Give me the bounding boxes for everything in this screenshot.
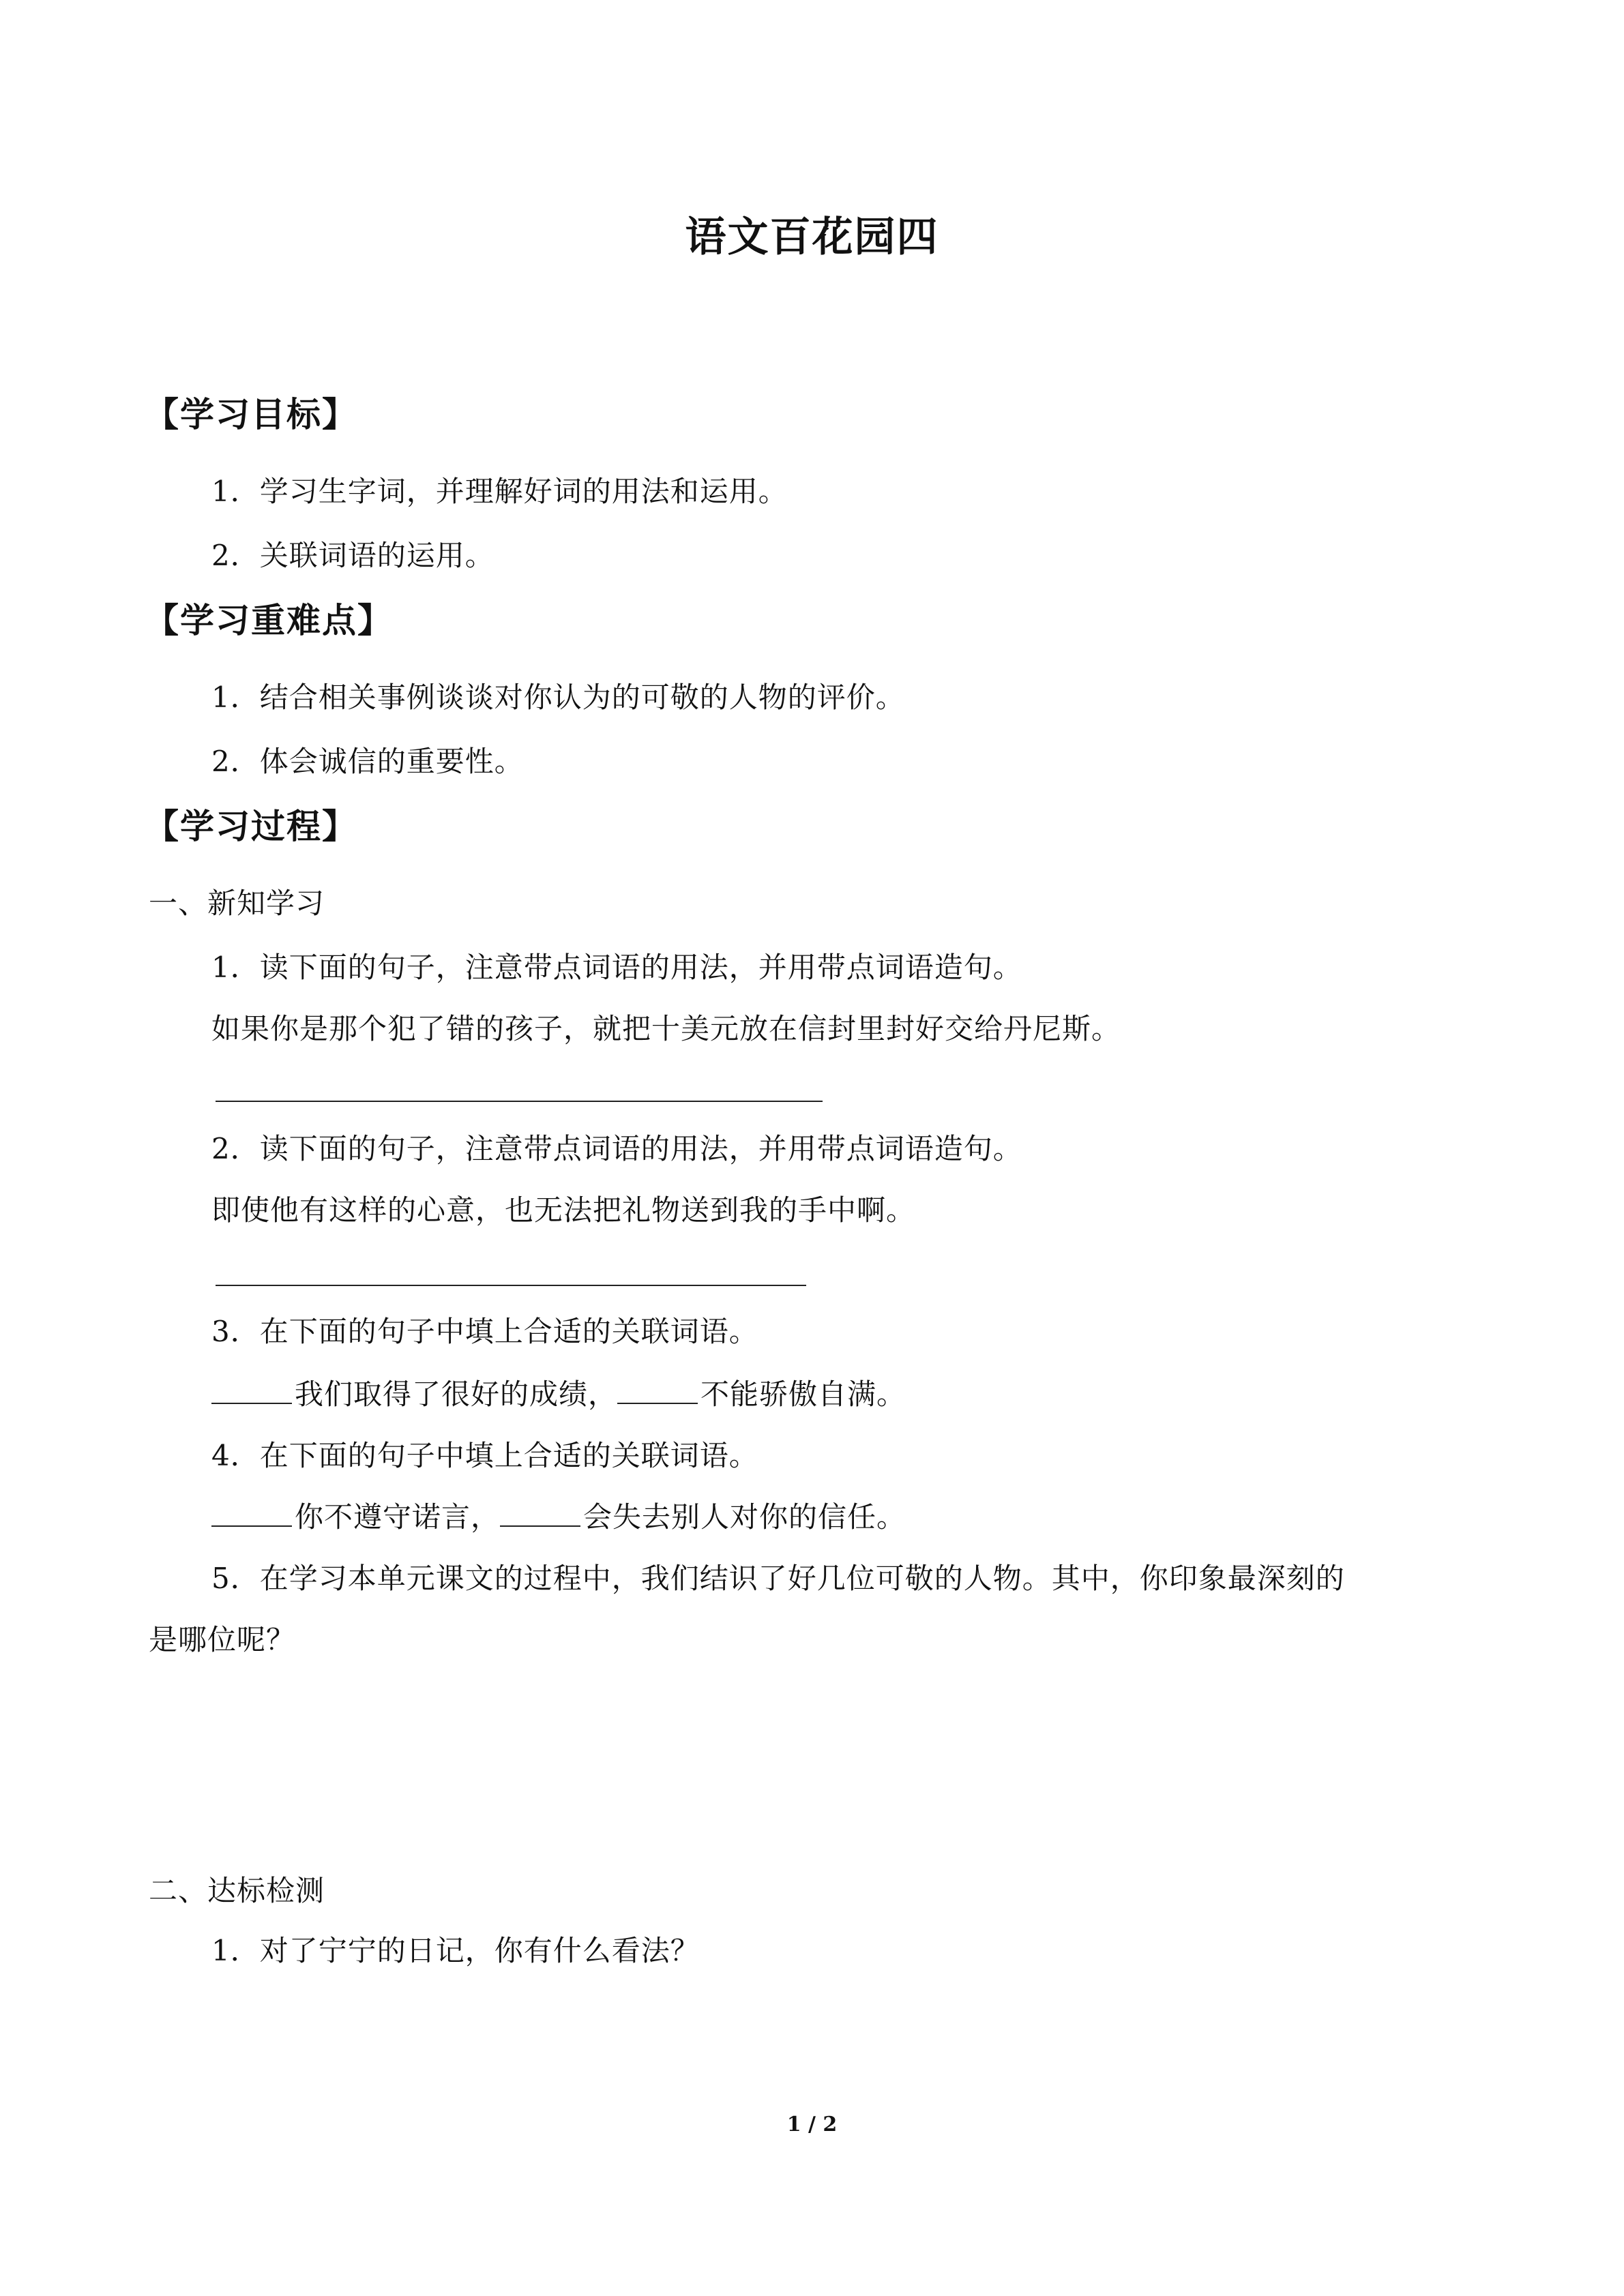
fill-blank[interactable] xyxy=(211,1502,292,1527)
question-3-sentence xyxy=(211,1372,906,1413)
question-2-sentence: 即使他有这样的心意，也无法把礼物送到我的手中啊。 xyxy=(211,1193,916,1227)
sentence-fragment: 不能骄傲自满。 xyxy=(700,1377,906,1411)
fill-blank[interactable] xyxy=(211,1380,292,1404)
check-question-1: 1．对了宁宁的日记，你有什么看法？ xyxy=(211,1934,700,1967)
question-1: 1．读下面的句子，注意带点词语的用法，并用带点词语造句。 xyxy=(211,951,1022,984)
sentence-fragment: 会失去别人对你的信任。 xyxy=(583,1500,906,1534)
page-number: 1 / 2 xyxy=(786,2113,838,2136)
fill-blank[interactable] xyxy=(500,1502,580,1527)
question-2: 2．读下面的句子，注意带点词语的用法，并用带点词语造句。 xyxy=(211,1132,1022,1165)
answer-line[interactable] xyxy=(216,1101,823,1102)
section-heading-process: 【学习过程】 xyxy=(145,807,357,846)
question-5-continued: 是哪位呢？ xyxy=(149,1623,296,1656)
key-point-item: 1．结合相关事例谈谈对你认为的可敬的人物的评价。 xyxy=(211,681,905,714)
answer-line[interactable] xyxy=(216,1285,806,1286)
section-heading-goals: 【学习目标】 xyxy=(145,395,357,434)
sentence-fragment: 你不遵守诺言， xyxy=(295,1500,501,1534)
section-heading-key-points: 【学习重难点】 xyxy=(145,601,393,640)
question-4-sentence xyxy=(211,1495,906,1536)
key-point-item: 2．体会诚信的重要性。 xyxy=(211,745,524,778)
part-label: 二、达标检测 xyxy=(149,1874,325,1907)
question-1-sentence: 如果你是那个犯了错的孩子，就把十美元放在信封里封好交给丹尼斯。 xyxy=(211,1012,1121,1045)
page-title: 语文百花园四 xyxy=(685,213,939,261)
sentence-fragment: 我们取得了很好的成绩， xyxy=(295,1377,618,1411)
part-label: 一、新知学习 xyxy=(149,886,325,920)
goal-item: 2．关联词语的运用。 xyxy=(211,539,494,572)
goal-item: 1．学习生字词，并理解好词的用法和运用。 xyxy=(211,475,788,508)
question-5: 5．在学习本单元课文的过程中，我们结识了好几位可敬的人物。其中，你印象最深刻的 xyxy=(211,1562,1345,1595)
question-3: 3．在下面的句子中填上合适的关联词语。 xyxy=(211,1315,758,1348)
question-4: 4．在下面的句子中填上合适的关联词语。 xyxy=(211,1439,758,1472)
fill-blank[interactable] xyxy=(617,1380,698,1404)
